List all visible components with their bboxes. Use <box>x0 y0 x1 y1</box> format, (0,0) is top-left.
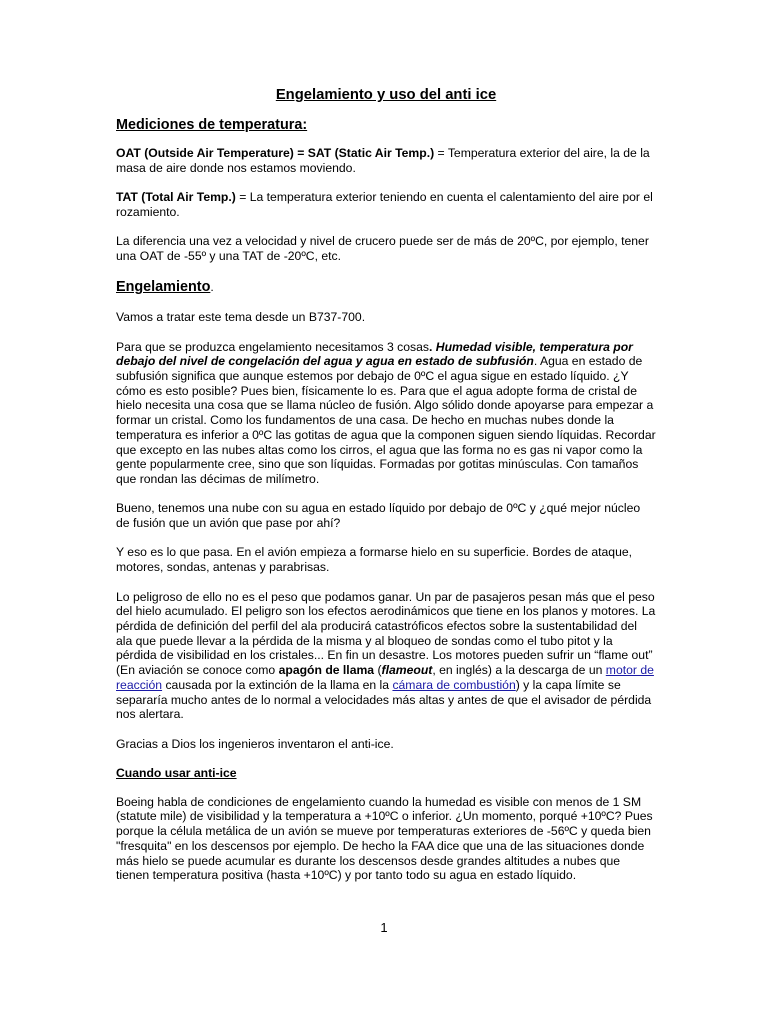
tat-term: TAT (Total Air Temp.) <box>116 190 236 205</box>
heading-engelamiento-suffix: . <box>210 280 214 295</box>
tres-cosas-intro: Para que se produzca engelamiento necesitamos 3 cosas <box>116 339 430 354</box>
document-body <box>116 86 656 898</box>
apagon-llama-term: apagón de llama <box>278 663 375 678</box>
peligro-text-d: ) y la capa límite se separaría mucho antes de lo normal a velocidades más altas y antes de que el avisador de pérdida nos alertara. <box>116 677 652 722</box>
paragraph-peligro <box>116 590 656 722</box>
peligro-paren: ( <box>374 663 382 678</box>
oat-definition: = Temperatura exterior del aire, la de la masa de aire donde nos estamos moviendo. <box>116 146 650 175</box>
paragraph-gracias: Gracias a Dios los ingenieros inventaron el anti-ice. <box>116 736 394 751</box>
document-title: Engelamiento y uso del anti ice <box>275 87 497 103</box>
paragraph-diferencia: La diferencia una vez a velocidad y nivel de crucero puede ser de más de 20ºC, por ejemplo, tener una OAT de -55º y una TAT de -20ºC, etc. <box>116 234 649 263</box>
paragraph-tat <box>116 190 656 219</box>
heading-engelamiento <box>116 278 656 296</box>
heading-cuando-usar: Cuando usar anti-ice <box>116 765 237 780</box>
tres-cosas-dot: . <box>429 339 436 354</box>
paragraph-oat <box>116 146 656 175</box>
paragraph-b737: Vamos a tratar este tema desde un B737-700. <box>116 310 366 325</box>
heading-mediciones: Mediciones de temperatura: <box>116 117 308 133</box>
peligro-text-a: Lo peligroso de ello no es el peso que podamos ganar. Un par de pasajeros pesan más que el peso del hielo acumulado. El peligro son los efectos aerodinámicos que tiene en los planos y motores. La pérdida de definición del perfil del ala producirá catastróficos efectos sobre la sustentabilidad del ala que puede llevar a la pérdida de la misma y al bloqueo de sondas como el tubo pitot y la pérdida de visibilidad en los cristales... En fin un desastre. Los motores pueden sufrir un “flame out” (En aviación se conoce como <box>116 589 656 678</box>
oat-term: OAT (Outside Air Temperature) = SAT (Static Air Temp.) <box>116 146 435 160</box>
paragraph-tres-cosas <box>116 340 656 487</box>
tat-definition: = La temperatura exterior teniendo en cuenta el calentamiento del aire por el rozamiento. <box>116 190 653 219</box>
peligro-text-b: , en inglés) a la descarga de un <box>432 663 606 678</box>
tres-cosas-emphasis: Humedad visible, temperatura por debajo del nivel de congelación del agua y agua en estado de subfusión <box>116 339 633 369</box>
link-motor-reaccion[interactable]: motor de reacción <box>116 663 654 692</box>
paragraph-hielo: Y eso es lo que pasa. En el avión empieza a formarse hielo en su superficie. Bordes de ataque, motores, sondas, antenas y parabrisas. <box>116 545 633 575</box>
peligro-text-c: causada por la extinción de la llama en la <box>162 677 393 692</box>
flameout-term: flameout <box>381 663 433 678</box>
paragraph-boeing: Boeing habla de condiciones de engelamiento cuando la humedad es visible con menos de 1 SM (statute mile) de visibilidad y la temperatura a +10ºC o inferior. ¿Un momento, porqué +10ºC? Pues porque la célula metálica de un avión se mueve por temperaturas exteriores de -56ºC y queda bien "fresquita" en los descensos por ejemplo. De hecho la FAA dice que una de las situaciones donde más hielo se puede acumular es durante los descensos desde grandes altitudes a nubes que tienen temperatura positiva (hasta +10ºC) y por tanto todo su agua en estado líquido. <box>116 794 653 883</box>
link-camara-combustion[interactable]: cámara de combustión <box>392 677 516 692</box>
paragraph-nube: Bueno, tenemos una nube con su agua en estado líquido por debajo de 0ºC y ¿qué mejor núcleo de fusión que un avión que pase por ahí? <box>116 501 641 531</box>
tres-cosas-body: . Agua en estado de subfusión significa que aunque estemos por debajo de 0ºC el agua sigue en estado líquido. ¿Y cómo es esto posible? Pues bien, físicamente lo es. Para que el agua adopte forma de cristal de hielo necesita una cosa que se llama núcleo de fusión. Algo sólido donde apoyarse para empezar a formar un cristal. Como los fundamentos de una casa. De hecho en muchas nubes donde la temperatura es inferior a 0ºC las gotitas de agua que la componen siguen siendo líquidas. Recordar que excepto en las nubes altas como los cirros, el agua que las forma no es gas ni vapor como la gente popularmente cree, sino que son líquidas. Formadas por gotitas minúsculas. Con tamaños que rondan las décimas de milímetro. <box>116 354 656 486</box>
page-number: 1 <box>380 920 388 935</box>
heading-engelamiento-text: Engelamiento <box>116 279 211 296</box>
